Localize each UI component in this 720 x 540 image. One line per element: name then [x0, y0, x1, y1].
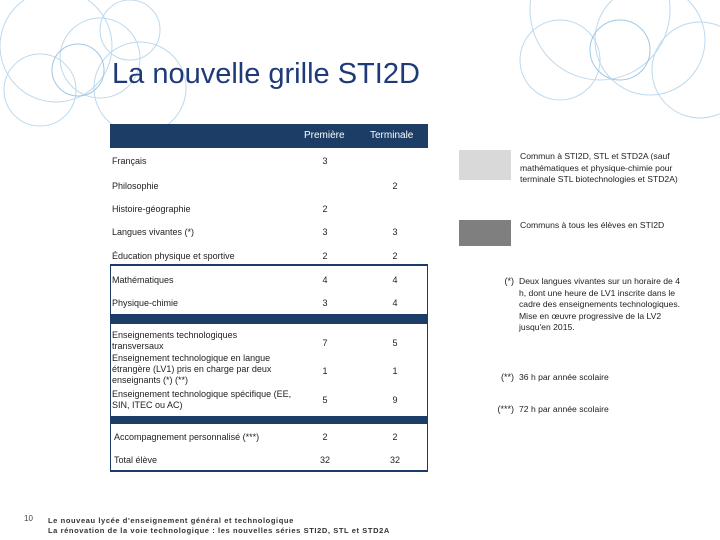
row-label: Philosophie: [112, 181, 159, 191]
row-terminale: 4: [392, 275, 398, 285]
row-premiere: 2: [322, 204, 328, 214]
table-row: [110, 389, 428, 415]
row-label: Accompagnement personnalisé (***): [114, 432, 260, 442]
note-mark: (*): [504, 276, 514, 286]
row-label: Mathématiques: [112, 275, 174, 285]
row-terminale: 9: [392, 395, 398, 405]
note-mark: (***): [497, 404, 514, 414]
row-premiere: 4: [322, 275, 328, 285]
note-text: 36 h par année scolaire: [519, 372, 609, 382]
row-premiere: 3: [322, 298, 328, 308]
table-row: [110, 172, 428, 196]
row-terminale: 32: [389, 455, 400, 465]
row-label: Histoire-géographie: [112, 204, 191, 214]
table-row: [110, 148, 428, 172]
header-terminale: Terminale: [370, 130, 414, 141]
table-row: [110, 220, 428, 244]
table-row: [110, 196, 428, 220]
row-terminale: 1: [392, 366, 398, 376]
row-label: Français: [112, 156, 147, 166]
table-row: [110, 292, 428, 316]
page-title: La nouvelle grille STI2D: [112, 58, 420, 90]
row-premiere: 32: [319, 455, 330, 465]
row-label: Physique-chimie: [112, 298, 179, 308]
header-premiere: Première: [304, 130, 345, 141]
footer-line-1: Le nouveau lycée d'enseignement général et technologique: [48, 516, 294, 525]
row-premiere: 3: [322, 227, 328, 237]
row-terminale: 4: [392, 298, 398, 308]
row-label: Enseignements technologiques transversaux: [112, 330, 238, 351]
note-mark: (**): [501, 372, 514, 382]
row-label: Enseignement technologique spécifique (EE, SIN, ITEC ou AC): [112, 389, 292, 410]
row-label: Langues vivantes (*): [112, 227, 195, 237]
table-row: [110, 268, 428, 292]
row-terminale: 2: [392, 432, 398, 442]
row-premiere: 2: [322, 432, 328, 442]
row-premiere: 1: [322, 366, 328, 376]
legend-swatch-light: [459, 150, 511, 180]
footer-line-2: La rénovation de la voie technologique : les nouvelles séries STI2D, STL et STD2A: [48, 526, 390, 535]
row-premiere: 2: [322, 251, 328, 261]
table-row: [110, 428, 428, 448]
row-premiere: 7: [322, 338, 328, 348]
note-text: Deux langues vivantes sur un horaire de 4 h, dont une heure de LV1 inscrite dans le cadre des enseignements technologiques. Mise en œuvre progressive de la LV2 jusqu'en 2015.: [519, 276, 681, 332]
row-label: Enseignement technologique en langue étrangère (LV1) pris en charge par deux enseignants (*) (**): [112, 353, 272, 385]
legend-swatch-dark: [459, 220, 511, 246]
page-number: 10: [24, 514, 33, 523]
note-text: 72 h par année scolaire: [519, 404, 609, 414]
table-row: [110, 452, 428, 470]
table-row: [110, 352, 428, 386]
row-terminale: 3: [392, 227, 398, 237]
row-label: Éducation physique et sportive: [112, 251, 235, 261]
row-terminale: 5: [392, 338, 398, 348]
row-terminale: 2: [392, 251, 398, 261]
row-terminale: 2: [392, 181, 398, 191]
row-premiere: 5: [322, 395, 328, 405]
legend-common-all: Commun à STI2D, STL et STD2A (sauf mathématiques et physique-chimie pour terminale STL biotechnologies et STD2A): [520, 151, 678, 184]
legend-common-sti2d: Communs à tous les élèves en STI2D: [520, 220, 665, 230]
row-label: Total élève: [114, 455, 158, 465]
row-premiere: 3: [322, 156, 328, 166]
table-header: [110, 124, 428, 148]
